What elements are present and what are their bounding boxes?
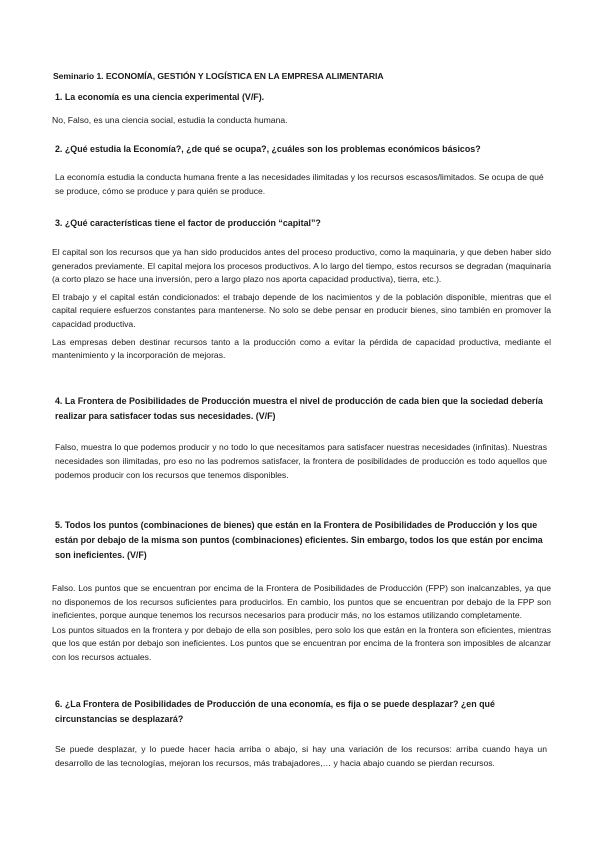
answer-5-paragraph-1: Falso. Los puntos que se encuentran por encima de la Frontera de Posibilidades de Producción (FPP) son inalcanzables, ya que no disponemos de los recursos suficientes para producirlos. En cambio, los puntos que se encuentran por debajo de la FPP son ineficientes, porque aunque tenemos los recursos necesarios para producir más, no los estamos utilizando completamente. xyxy=(52,583,551,621)
answer-6-paragraph: Se puede desplazar, y lo puede hacer hacia arriba o abajo, si hay una variación de los recursos: arriba cuando haya un desarrollo de las tecnologías, mejoran los recursos, más trabajadores,… y hacia abajo cuando se pierdan recursos. xyxy=(55,744,547,769)
question-2: 2. ¿Qué estudia la Economía?, ¿de qué se ocupa?, ¿cuáles son los problemas económicos básicos? xyxy=(55,144,481,154)
answer-2 xyxy=(55,171,547,198)
question-4: 4. La Frontera de Posibilidades de Producción muestra el nivel de producción de cada bien que la sociedad debería realizar para satisfacer todas sus necesidades. (V/F) xyxy=(55,396,543,421)
answer-5 xyxy=(52,582,551,665)
answer-5-paragraph-2: Los puntos situados en la frontera y por debajo de ella son posibles, pero solo los que están en la frontera son eficientes, mientras que los que están por debajo son ineficientes. Los puntos que se encuentran por encima de la frontera son imposibles de alcanzar con los recursos actuales. xyxy=(52,624,551,662)
answer-2-paragraph: La economía estudia la conducta humana frente a las necesidades ilimitadas y los recursos escasos/limitados. Se ocupa de qué se produce, cómo se produce y para quién se produce. xyxy=(55,172,544,196)
answer-6 xyxy=(55,742,547,770)
answer-4 xyxy=(55,440,547,483)
seminar-title: Seminario 1. ECONOMÍA, GESTIÓN Y LOGÍSTICA EN LA EMPRESA ALIMENTARIA xyxy=(53,71,384,81)
answer-3-paragraph-2: El trabajo y el capital están condicionados: el trabajo depende de los nacimientos y de la población disponible, mientras que el capital requiere esfuerzos constantes para mantenerse. No solo se debe pensar en producir bienes, sino también en promover la capacidad productiva. xyxy=(52,291,551,329)
question-5: 5. Todos los puntos (combinaciones de bienes) que están en la Frontera de Posibilidades de Producción y los que están por debajo de la misma son puntos (combinaciones) eficientes. Sin embargo, todos los que están por encima son ineficientes. (V/F) xyxy=(55,520,543,560)
answer-1-paragraph: No, Falso, es una ciencia social, estudia la conducta humana. xyxy=(52,115,288,125)
question-1: 1. La economía es una ciencia experimental (V/F). xyxy=(55,92,265,102)
answer-3-paragraph-1: El capital son los recursos que ya han sido producidos antes del proceso productivo, como la maquinaria, y que deben haber sido generados previamente. El capital mejora los procesos productivos. A lo largo del tiempo, estos recursos se degradan (maquinaria (a corto plazo se hace una inversión, pero a largo plazo nos aporta capacidad productiva), tierra, etc.). xyxy=(52,247,551,285)
question-3: 3. ¿Qué características tiene el factor de producción “capital”? xyxy=(55,218,321,228)
question-6: 6. ¿La Frontera de Posibilidades de Producción de una economía, es fija o se puede desplazar? ¿en qué circunstancias se desplazará? xyxy=(55,699,495,724)
answer-1 xyxy=(52,114,288,128)
answer-4-paragraph: Falso, muestra lo que podemos producir y no todo lo que necesitamos para satisfacer nuestras necesidades (infinitas). Nuestras necesidades son ilimitadas, pro eso no las podremos satisfacer, la frontera de posibilidades de producción es todo aquellos que podemos producir con los recursos que tenemos disponibles. xyxy=(55,442,547,481)
answer-3 xyxy=(52,246,551,363)
answer-3-paragraph-3: Las empresas deben destinar recursos tanto a la producción como a evitar la pérdida de capacidad productiva, mediante el mantenimiento y la incorporación de mejoras. xyxy=(52,336,551,361)
